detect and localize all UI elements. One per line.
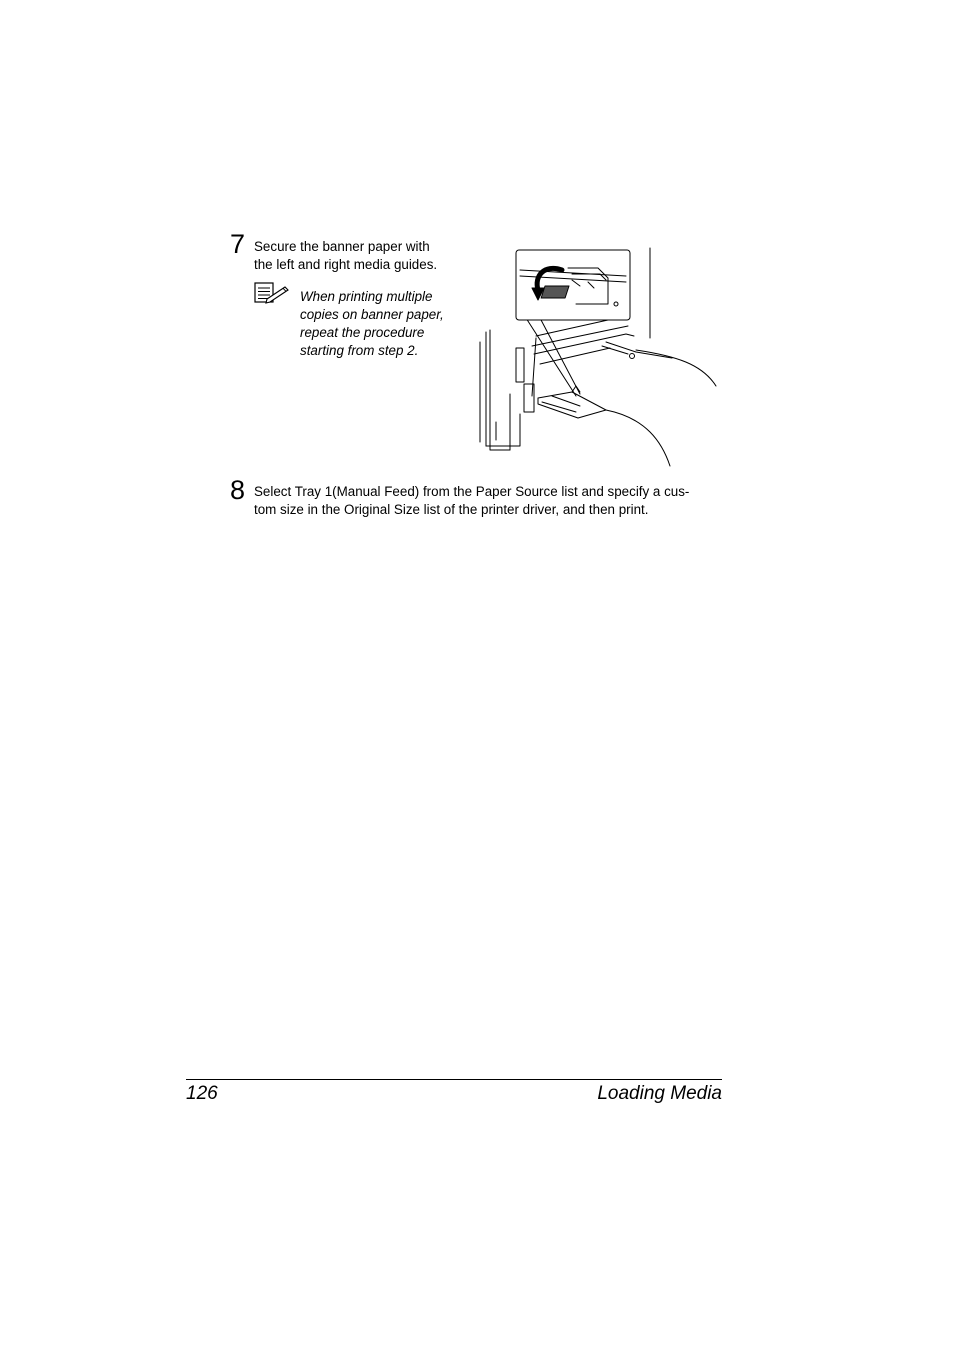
step-8-text — [254, 483, 689, 520]
step-7-note — [300, 288, 444, 360]
note-line-4: starting from step 2. — [300, 343, 419, 358]
footer-rule — [186, 1079, 722, 1080]
note-line-2: copies on banner paper, — [300, 307, 444, 322]
note-pencil-icon — [254, 282, 290, 304]
step-8-number: 8 — [230, 475, 246, 505]
step-8-line-2: tom size in the Original Size list of the printer driver, and then print. — [254, 502, 649, 518]
step-7-line-2: the left and right media guides. — [254, 257, 438, 273]
note-line-1: When printing multiple — [300, 289, 433, 304]
step-7-number: 7 — [230, 229, 246, 259]
step-7-line-1: Secure the banner paper with — [254, 239, 430, 254]
printer-media-guide-illustration — [476, 246, 722, 468]
page-number: 126 — [186, 1083, 218, 1104]
section-title: Loading Media — [597, 1083, 722, 1104]
step-7-text — [254, 238, 437, 275]
note-line-3: repeat the procedure — [300, 325, 425, 340]
step-8-line-1: Select Tray 1(Manual Feed) from the Paper Source list and specify a cus- — [254, 484, 690, 499]
